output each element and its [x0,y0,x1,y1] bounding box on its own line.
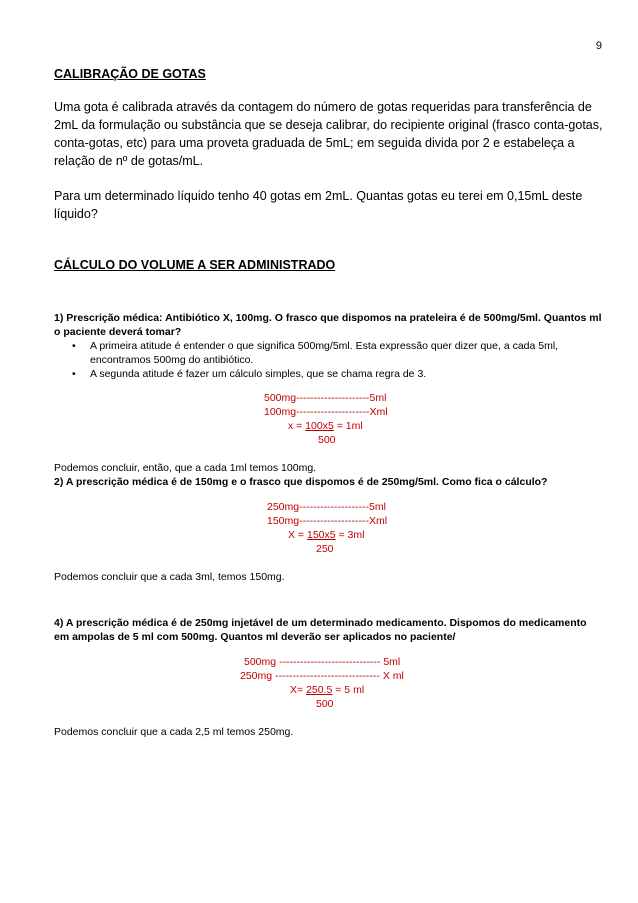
paragraph-question-gotas: Para um determinado líquido tenho 40 gotas em 2mL. Quantas gotas eu terei em 0,15mL deste líquido? [54,189,583,221]
calc2-line4: 250 [316,543,334,555]
question-1: 1) Prescrição médica: Antibiótico X, 100mg. O frasco que dispomos na prateleira é de 500mg/5ml. Quantos ml o paciente deverá tomar? [54,312,602,338]
document-body [54,67,604,739]
calc4-line3-num: 250.5 [306,684,333,696]
calculation-2 [54,500,604,556]
section-title-calculo: CÁLCULO DO VOLUME A SER ADMINISTRADO [54,258,336,272]
conclusion-1: Podemos concluir, então, que a cada 1ml temos 100mg. [54,462,317,474]
calc4-line3 [290,683,364,697]
calc1-line3-post: = 1ml [333,420,363,432]
calc2-line2: 150mg--------------------Xml [267,515,388,527]
calc2-line3 [288,528,364,542]
paragraph-calibracao: Uma gota é calibrada através da contagem do número de gotas requeridas para transferência de 2mL da formulação ou substância que se deseja calibrar, do recipiente original (frasco conta-gotas, conta-gotas, etc) para uma proveta graduada de 5mL; em seguida divida por 2 e estabeleça a relação de nº de gotas/mL. [54,100,603,168]
bullet-icon: • [72,340,76,352]
question-2: 2) A prescrição médica é de 150mg e o frasco que dispomos é de 250mg/5ml. Como fica o cálculo? [54,476,548,488]
calc1-line3-pre: x = [288,420,306,432]
calc1-line2: 100mg---------------------Xml [264,406,388,418]
bullet-icon: • [72,368,76,380]
question-4: 4) A prescrição médica é de 250mg injetável de um determinado medicamento. Dispomos do medicamento em ampolas de 5 ml com 500mg. Quantos ml deverão ser aplicados no paciente/ [54,617,587,643]
calculation-4 [54,655,604,711]
calc4-line3-post: = 5 ml [332,684,365,696]
calc4-line4: 500 [316,698,334,710]
calc1-line3-num: 100x5 [305,420,334,432]
page-number: 9 [595,40,602,52]
calc4-line3-pre: X= [290,684,307,696]
bullet-item-2 [54,367,604,381]
calc4-line2: 250mg ------------------------------ X ml [240,670,404,682]
conclusion-4: Podemos concluir que a cada 2,5 ml temos 250mg. [54,726,294,738]
bullet-text-2: A segunda atitude é fazer um cálculo simples, que se chama regra de 3. [90,368,427,380]
bullet-list [54,339,604,381]
calculation-1 [54,391,604,447]
conclusion-2: Podemos concluir que a cada 3ml, temos 150mg. [54,571,285,583]
bullet-item-1 [54,339,604,367]
calc1-line1: 500mg---------------------5ml [264,392,387,404]
calc2-line3-num: 150x5 [306,529,336,541]
section-title-calibracao: CALIBRAÇÃO DE GOTAS [54,67,206,81]
calc2-line3-pre: X = [288,529,307,541]
calc1-line4: 500 [318,434,336,446]
bullet-text-1: A primeira atitude é entender o que significa 500mg/5ml. Esta expressão quer dizer que, a cada 5ml, encontramos 500mg do antibiótico. [90,340,559,366]
calc4-line1: 500mg ----------------------------- 5ml [244,656,401,668]
calc2-line3-post: = 3ml [335,529,365,541]
calc1-line3 [288,419,363,433]
calc2-line1: 250mg--------------------5ml [267,501,386,513]
